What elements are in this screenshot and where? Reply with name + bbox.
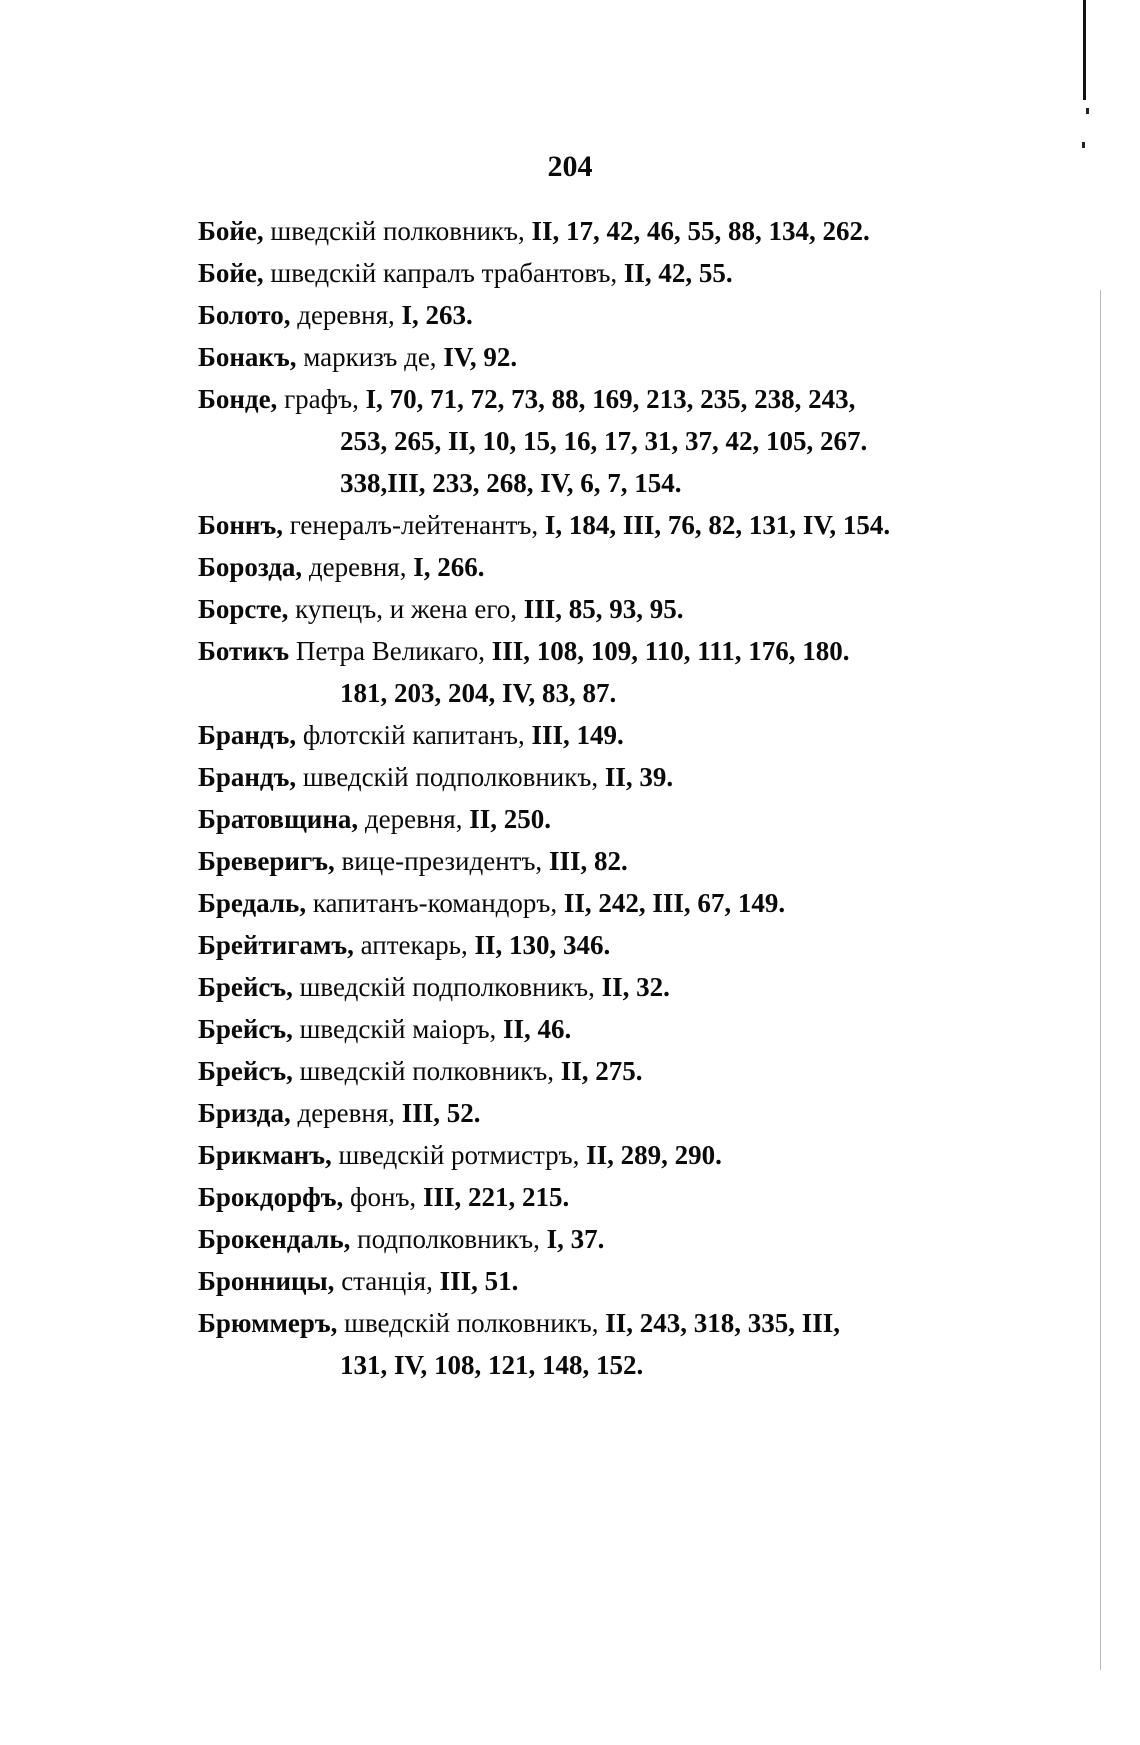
scan-speck xyxy=(1086,108,1089,114)
entry-heading: Бойе, xyxy=(198,216,264,246)
entry-heading: Бредаль, xyxy=(198,888,307,918)
index-entry xyxy=(198,1260,1058,1302)
entry-heading: Борсте, xyxy=(198,594,289,624)
index-entry-continuation xyxy=(198,672,1058,714)
entry-description: купецъ, и жена его, xyxy=(288,594,517,624)
entry-heading: Бризда, xyxy=(198,1098,291,1128)
entry-refs: I, 184, III, 76, 82, 131, IV, 154. xyxy=(538,510,891,540)
index-entry xyxy=(198,546,1058,588)
entry-refs: III, 85, 93, 95. xyxy=(517,594,684,624)
entry-heading: Бонакъ, xyxy=(198,342,297,372)
entry-description: шведскій ротмистръ, xyxy=(331,1140,580,1170)
index-entry xyxy=(198,882,1058,924)
entry-heading: Борозда, xyxy=(198,552,303,582)
entry-heading: Брейтигамъ, xyxy=(198,930,354,960)
entry-refs: II, 289, 290. xyxy=(579,1140,722,1170)
entry-refs: III, 52. xyxy=(395,1098,481,1128)
entry-heading: Брандъ, xyxy=(198,762,297,792)
index-entry xyxy=(198,210,1058,252)
index-entry-continuation xyxy=(198,1344,1058,1386)
entry-refs: I, 37. xyxy=(539,1224,605,1254)
entry-refs: II, 250. xyxy=(462,804,551,834)
entry-heading: Брандъ, xyxy=(198,720,297,750)
entry-heading: Бонде, xyxy=(198,384,278,414)
index-entry xyxy=(198,1092,1058,1134)
entry-refs: III, 108, 109, 110, 111, 176, 180. xyxy=(484,636,850,666)
index-entry xyxy=(198,924,1058,966)
entry-refs: II, 17, 42, 46, 55, 88, 134, 262. xyxy=(524,216,870,246)
index-entry xyxy=(198,630,1058,672)
entry-description: вице-президентъ, xyxy=(334,846,543,876)
entry-description: станція, xyxy=(334,1266,433,1296)
index-entry xyxy=(198,378,1058,420)
entry-description: фонъ, xyxy=(343,1182,417,1212)
scan-speck xyxy=(1082,142,1085,148)
index-entry xyxy=(198,294,1058,336)
entry-description: аптекарь, xyxy=(353,930,468,960)
entry-description: деревня, xyxy=(290,300,395,330)
index-entry xyxy=(198,966,1058,1008)
index-entry-continuation xyxy=(198,420,1058,462)
entry-heading: Брейсъ, xyxy=(198,1056,293,1086)
entry-refs: II, 39. xyxy=(598,762,674,792)
entry-refs: III, 149. xyxy=(524,720,624,750)
entry-heading: Брокендаль, xyxy=(198,1224,351,1254)
index-entry xyxy=(198,1176,1058,1218)
entry-heading: Ботикъ xyxy=(198,636,290,666)
index-entry xyxy=(198,798,1058,840)
entry-description: шведскій капралъ трабантовъ, xyxy=(263,258,618,288)
entry-description: деревня, xyxy=(358,804,463,834)
index-entry xyxy=(198,252,1058,294)
entry-heading: Бреверигъ, xyxy=(198,846,335,876)
entry-description: шведскій полковникъ, xyxy=(292,1056,554,1086)
entry-heading: Брюммеръ, xyxy=(198,1308,338,1338)
page-number: 204 xyxy=(547,150,593,183)
entry-refs: 338,III, 233, 268, IV, 6, 7, 154. xyxy=(340,468,682,498)
entry-refs: III, 221, 215. xyxy=(416,1182,570,1212)
entry-refs: II, 32. xyxy=(594,972,670,1002)
index-entry xyxy=(198,1218,1058,1260)
entry-refs: II, 42, 55. xyxy=(617,258,733,288)
index-entry xyxy=(198,1302,1058,1344)
entry-description: деревня, xyxy=(290,1098,396,1128)
entry-description: подполковникъ, xyxy=(350,1224,540,1254)
entry-description: шведскій полковникъ, xyxy=(337,1308,599,1338)
entry-refs: 131, IV, 108, 121, 148, 152. xyxy=(340,1350,644,1380)
entry-heading: Бойе, xyxy=(198,258,264,288)
index-entry xyxy=(198,504,1058,546)
entry-heading: Брейсъ, xyxy=(198,972,293,1002)
entry-refs: II, 130, 346. xyxy=(467,930,611,960)
entry-refs: II, 243, 318, 335, III, xyxy=(598,1308,841,1338)
entry-heading: Братовщина, xyxy=(198,804,359,834)
entry-refs: I, 263. xyxy=(394,300,473,330)
entry-refs: IV, 92. xyxy=(436,342,518,372)
index-entry-continuation xyxy=(198,462,1058,504)
entry-heading: Боннъ, xyxy=(198,510,283,540)
entry-description: генералъ-лейтенантъ, xyxy=(282,510,539,540)
entry-description: шведскій полковникъ, xyxy=(263,216,525,246)
entry-heading: Брокдорфъ, xyxy=(198,1182,344,1212)
index-entry xyxy=(198,840,1058,882)
index-entry xyxy=(198,714,1058,756)
index-entry xyxy=(198,336,1058,378)
entry-description: маркизъ де, xyxy=(296,342,437,372)
entry-description: флотскій капитанъ, xyxy=(296,720,525,750)
entry-description: деревня, xyxy=(302,552,407,582)
index-entries xyxy=(198,210,1058,1386)
entry-refs: I, 70, 71, 72, 73, 88, 169, 213, 235, 238, 243, xyxy=(358,384,856,414)
entry-description: капитанъ-командоръ, xyxy=(306,888,558,918)
entry-refs: II, 242, III, 67, 149. xyxy=(557,888,786,918)
entry-description: шведскій маіоръ, xyxy=(292,1014,497,1044)
entry-description: шведскій подполковникъ, xyxy=(292,972,595,1002)
page-edge-shadow xyxy=(1100,290,1101,1670)
index-entry xyxy=(198,756,1058,798)
entry-description: Петра Великаго, xyxy=(289,636,485,666)
entry-heading: Бронницы, xyxy=(198,1266,335,1296)
entry-refs: III, 51. xyxy=(432,1266,519,1296)
index-entry xyxy=(198,1008,1058,1050)
entry-refs: II, 275. xyxy=(553,1056,643,1086)
page-edge-rule xyxy=(1083,0,1086,100)
entry-refs: I, 266. xyxy=(406,552,485,582)
index-entry xyxy=(198,1134,1058,1176)
index-entry xyxy=(198,1050,1058,1092)
entry-refs: II, 46. xyxy=(496,1014,572,1044)
entry-heading: Брикманъ, xyxy=(198,1140,332,1170)
entry-refs: III, 82. xyxy=(542,846,628,876)
entry-refs: 253, 265, II, 10, 15, 16, 17, 31, 37, 42, 105, 267. xyxy=(340,426,868,456)
index-entry xyxy=(198,588,1058,630)
entry-description: графъ, xyxy=(277,384,359,414)
entry-heading: Болото, xyxy=(198,300,291,330)
entry-heading: Брейсъ, xyxy=(198,1014,293,1044)
entry-description: шведскій подполковникъ, xyxy=(296,762,599,792)
entry-refs: 181, 203, 204, IV, 83, 87. xyxy=(340,678,617,708)
